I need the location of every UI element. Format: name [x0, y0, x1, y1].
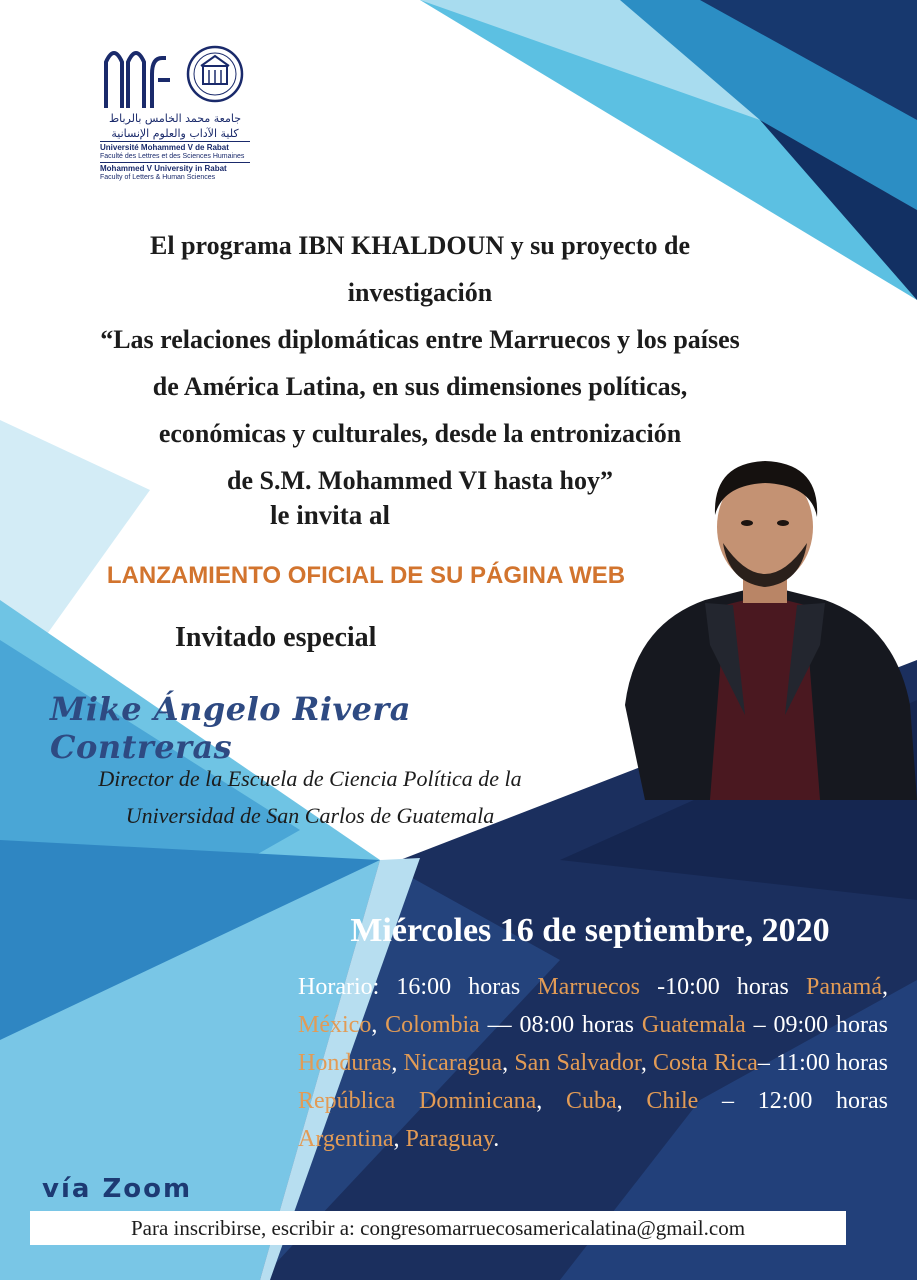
country-cuba: Cuba: [565, 1088, 617, 1114]
title-line: de América Latina, en sus dimensiones políticas,: [152, 372, 688, 401]
country-panama: Panamá: [806, 974, 882, 1000]
registration-banner: Para inscribirse, escribir a: congresomarruecosamericalatina@gmail.com: [30, 1211, 846, 1245]
logo-arabic-line: كلية الآداب والعلوم الإنسانية: [111, 127, 239, 140]
event-date: Miércoles 16 de septiembre, 2020: [350, 912, 830, 949]
logo-arabic-line: جامعة محمد الخامس بالرباط: [108, 112, 242, 125]
title-line: investigación: [347, 278, 493, 307]
platform-label: vía Zoom: [42, 1174, 193, 1204]
university-logo: [100, 40, 250, 182]
country-morocco: Marruecos: [537, 974, 640, 1000]
country-costa-rica: Costa Rica: [653, 1050, 758, 1076]
logo-en-name: Mohammed V University in Rabat: [100, 164, 227, 173]
country-honduras: Honduras: [298, 1050, 392, 1076]
title-line: económicas y culturales, desde la entronización: [158, 419, 682, 448]
logo-fr-name: Université Mohammed V de Rabat: [100, 143, 229, 152]
guest-role-line: Universidad de San Carlos de Guatemala: [125, 803, 495, 828]
guest-role-line: Director de la Escuela de Ciencia Política de la: [98, 766, 522, 791]
logo-emblem: [100, 40, 250, 110]
guest-photo: [615, 455, 917, 800]
title-line: de S.M. Mohammed VI hasta hoy”: [227, 466, 613, 495]
logo-fr-faculty: Faculté des Lettres et des Sciences Humaines: [100, 153, 245, 160]
country-paraguay: Paraguay: [405, 1126, 494, 1152]
country-colombia: Colombia: [385, 1012, 480, 1038]
guest-name: Mike Ángelo Rivera Contreras: [50, 690, 412, 766]
country-san-salvador: San Salvador: [514, 1050, 641, 1076]
title-line: “Las relaciones diplomáticas entre Marruecos y los países: [100, 325, 740, 354]
country-dominican-republic: República Dominicana: [298, 1088, 537, 1114]
invite-text: le invita al: [270, 500, 390, 530]
country-chile: Chile: [646, 1088, 699, 1114]
country-nicaragua: Nicaragua: [403, 1050, 503, 1076]
country-mexico: México: [298, 1012, 372, 1038]
title-line: El programa IBN KHALDOUN y su proyecto de: [150, 231, 690, 260]
event-schedule: Horario: 16:00 horas Marruecos -10:00 horas Panamá, México, Colombia — 08:00 horas Guatemala – 09:00 horas Honduras, Nicaragua, San Salvador, Costa Rica– 11:00 horas República Dominicana, Cuba, Chile – 12:00 horas Argentina, Paraguay.: [298, 974, 889, 1152]
country-argentina: Argentina: [298, 1126, 394, 1152]
guest-label: Invitado especial: [175, 622, 377, 653]
logo-en-faculty: Faculty of Letters & Human Sciences: [100, 174, 216, 181]
guest-role: [40, 760, 580, 834]
launch-heading: LANZAMIENTO OFICIAL DE SU PÁGINA WEB: [106, 562, 626, 589]
country-guatemala: Guatemala: [641, 1012, 746, 1038]
